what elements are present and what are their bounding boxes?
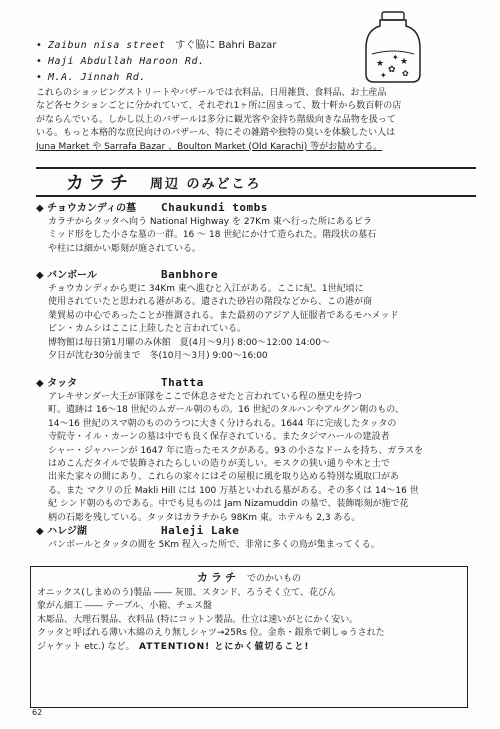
street-note: すぐ脇に Bahri Bazar: [175, 40, 277, 51]
entry-title-jp: ◆ タッタ: [36, 378, 78, 389]
heading-rule-bottom: [36, 195, 476, 197]
entry-line: 紀 シンド朝のものである。中でも見ものは Jam Nizamuddin の墓で、装飾彫刻が施で花: [48, 499, 409, 510]
entry-title-en: Thatta: [161, 376, 204, 389]
intro-paragraph: [36, 87, 476, 154]
entry-chaukundi: [36, 201, 476, 256]
street-item: • M.A. Jinnah Rd.: [36, 72, 146, 83]
entry-line: ビン・カムシはここに上陸したと言われている。: [48, 324, 247, 335]
street-name: Zaibun nisa street: [48, 40, 166, 51]
entry-line: 14～16 世紀のスマ朝のもののうつに大きく分けられる。1644 年に完成したタッタの: [48, 418, 397, 429]
entry-title-jp: ◆ ハレジ湖: [36, 526, 87, 537]
svg-text:✦: ✦: [392, 53, 399, 62]
street-name: M.A. Jinnah Rd.: [48, 72, 146, 83]
shopping-box-heading: [31, 569, 467, 585]
candy-jar-illustration: [362, 8, 424, 86]
entry-title-jp: ◆ バンボール: [36, 270, 97, 281]
shopping-box-title: カラチ: [196, 571, 239, 584]
shopping-line: ジャケット etc.) など。: [37, 641, 130, 652]
heading-rule-top: [36, 167, 476, 169]
shopping-box-subtitle: でのかいもの: [246, 574, 301, 584]
entry-line: ミッド形をした小さな墓の一群。16 ～ 18 世紀にかけて造られた。階段状の墓石: [48, 230, 377, 241]
page-number: 62: [32, 708, 43, 717]
entry-title-en: Chaukundi tombs: [161, 201, 268, 214]
intro-line: いる。もっと本格的な庶民向けのバザール、特にその雑踏や独特の臭いを体験したい人は: [36, 128, 396, 139]
entry-line: 町。遺跡は 16～18 世紀のムガール朝のもの。16 世紀のタルハンやアルグン朝のもの、: [48, 405, 404, 416]
entry-line-hours: 夕日が沈む30分前まで 冬(10月～3月) 9:00～16:00: [48, 351, 268, 362]
entry-line: アレキサンダー大王が軍隊をここで休息させたと言われている程の歴史を持つ: [48, 392, 362, 402]
intro-line: など各セクションごとに分かれていて、それぞれ1ヶ所に固まって、数十軒から数百軒の店: [36, 101, 402, 112]
entry-line: 柄の石彫を残している。タッタはカラチから 98Km 東。ホテルも 2,3 ある。: [48, 512, 361, 523]
entry-line: や柱には細かい彫刻が施されている。: [48, 243, 202, 254]
shopping-line: 象がん細工 ―― テーブル、小箱、チェス盤: [37, 601, 212, 612]
section-heading: [36, 167, 476, 197]
street-item: • Haji Abdullah Haroon Rd.: [36, 56, 205, 67]
entry-line: シャー・ジャハーンが 1647 年に造ったモスクがある。93 の小さなドームを持ち、ガラスを: [48, 445, 424, 456]
entry-thatta: [36, 376, 476, 525]
svg-text:✿: ✿: [402, 69, 409, 78]
entry-title-jp: ◆ チョウカンディの墓: [36, 203, 137, 214]
section-title: カラチ: [66, 173, 132, 194]
intro-line: これらのショッピングストリートやバザールでは衣料品、日用雑貨、食料品、お土産品: [36, 88, 387, 98]
shopping-box: [30, 566, 468, 708]
shopping-line: オニックス(しまめのう)製品 ―― 灰皿、スタンド、ろうそく立て、花びん: [37, 588, 336, 598]
attention-note: ATTENTION! とにかく値切ること!: [139, 641, 310, 652]
entry-haleji-lake: [36, 524, 476, 552]
intro-line-recommendation: Juna Market や Sarrafa Bazar 、Boulton Market (Old Karachi) 等がお勧めする。: [36, 141, 383, 152]
street-name: Haji Abdullah Haroon Rd.: [48, 56, 205, 67]
svg-text:★: ★: [400, 57, 409, 67]
svg-text:✿: ✿: [388, 65, 396, 75]
shopping-line: 木彫品、大理石製品、衣料品 (特にコットン製品。仕立は速いがとにかく安い。: [37, 614, 359, 625]
entry-line: 使用されていたと思われる港がある。遺された砂岩の階段などから、この港が商: [48, 297, 373, 308]
entry-line: 寺院寺・イル・カーンの墓は中でも良く保存されている。またタジマハールの建設者: [48, 432, 390, 443]
intro-line: がならんでいる。しかし以上のバザールは多分に観光客や金持ち階級向きな品物を扱って: [36, 114, 396, 125]
section-subtitle: 周辺 のみどころ: [150, 176, 262, 192]
entry-line: カラチからタッタへ向う National Highway を 27Km 東へ行った所にあるピラ: [48, 217, 372, 227]
shopping-line: クッタと呼ばれる薄い木綿のえり無しシャツ→25Rs 位。金糸・銀糸で刺しゅうされた: [37, 628, 385, 639]
entry-line: バンボールとタッタの間を 5Km 程入った所で、非常に多くの鳥が集まってくる。: [48, 540, 380, 550]
entry-line: 出来た家々の間にあり、これらの家々にはその屋根に風を取り込める特別な風取口があ: [48, 472, 400, 483]
entry-line: はめこんだタイルで装飾されたらしいの造りが美しい。モスクの狭い通りや木と土で: [48, 459, 390, 470]
entry-line: 業貿易の中心であったことが推測される。また最初のアジア人征服者であるモハメッド: [48, 310, 399, 321]
entry-title-en: Banbhore: [161, 268, 218, 281]
entry-line-hours: 博物館は毎日第1月曜のみ休館 夏(4月～9月) 8:00～12:00 14:00～: [48, 337, 331, 348]
entry-line: る。また マクリの丘 Makli Hill には 100 万基といわれる墓がある。その多くは 14～16 世: [48, 485, 419, 496]
street-list: [36, 38, 356, 86]
svg-text:★: ★: [376, 59, 385, 69]
svg-text:✦: ✦: [380, 71, 387, 80]
entry-banbhore: [36, 268, 476, 363]
street-item: • Zaibun nisa street すぐ脇に Bahri Bazar: [36, 40, 277, 51]
entry-title-en: Haleji Lake: [161, 524, 240, 537]
entry-line: チョウカンディから更に 34Km 東へ進むと入江がある。ここに紀、1世紀頃に: [48, 284, 364, 294]
